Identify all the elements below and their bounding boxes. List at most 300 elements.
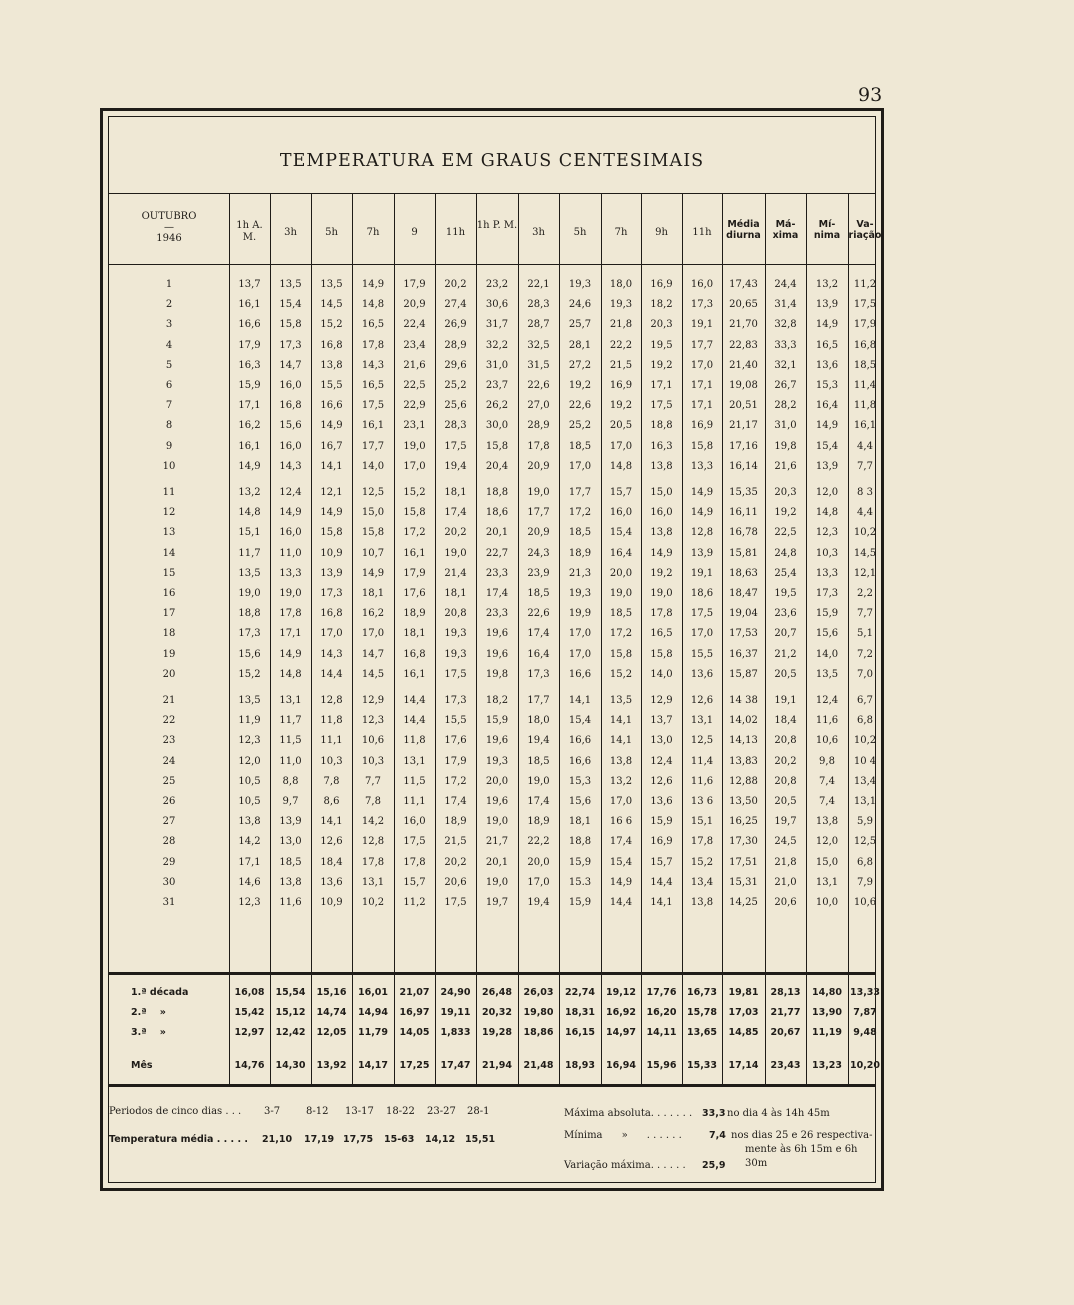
cell-29-11: 15,2 [690,856,714,868]
cell-28-9: 17,4 [609,836,633,848]
period-1: 8-12 [306,1106,329,1117]
cell-29-9: 15,4 [609,856,633,868]
cell-3-4: 22,4 [403,319,426,331]
cell-12-1: 14,9 [279,507,302,519]
summary-cell-2-12: 14,85 [728,1027,759,1038]
cell-6-9: 16,9 [609,380,633,391]
cell-29-1: 18,5 [279,856,302,868]
cell-11-10: 15,0 [650,487,673,498]
cell-16-5: 18,1 [444,588,467,599]
cell-6-3: 16,5 [361,380,385,391]
cell-30-6: 19,0 [485,876,509,888]
cell-3-1: 15,8 [279,319,302,331]
cell-23-3: 10,6 [361,735,385,747]
cell-26-7: 17,4 [527,796,550,807]
cell-6-0: 15,9 [238,380,261,391]
cell-19-12: 16,37 [729,648,758,660]
cell-12-10: 16,0 [650,507,673,519]
cell-1-8: 19,3 [568,279,592,290]
header-top-rule [109,193,875,194]
cell-7-6: 26,2 [485,400,509,412]
row-day-26: 26 [162,796,176,807]
summary-cell-3-6: 21,94 [481,1060,513,1071]
cell-16-13: 19,5 [774,588,797,599]
summary-top-rule [109,972,875,975]
cell-26-11: 13 6 [690,796,714,807]
cell-19-5: 19,3 [444,648,467,660]
cell-10-7: 20,9 [527,460,550,472]
cell-23-1: 11,5 [279,735,302,747]
cell-7-10: 17,5 [650,400,673,412]
header-col-13: Má- xima [772,219,799,241]
cell-6-15: 11,4 [853,380,877,391]
row-day-1: 1 [165,279,173,290]
min-value: 7,4 [709,1130,726,1141]
cell-21-9: 13,5 [609,695,633,706]
cell-9-4: 19,0 [403,440,426,452]
cell-2-12: 20,65 [729,299,758,311]
cell-10-14: 13,9 [815,460,839,472]
cell-28-12: 17,30 [729,836,758,848]
cell-11-6: 18,8 [485,487,509,498]
cell-28-5: 21,5 [444,836,467,848]
cell-14-6: 22,7 [485,547,509,559]
cell-11-15: 8 3 [857,487,873,498]
cell-21-7: 17,7 [527,695,550,706]
header-col-8: 5h [573,227,587,238]
cell-30-2: 13,6 [320,876,343,888]
cell-10-9: 14,8 [609,460,633,472]
cell-19-4: 16,8 [403,648,426,660]
summary-cell-0-11: 16,73 [686,987,718,998]
mean-label: Temperatura média . . . . . [109,1134,248,1145]
cell-10-10: 13,8 [650,460,673,472]
header-col-14: Mí- nima [813,219,841,241]
cell-23-11: 12,5 [690,735,714,747]
cell-23-14: 10,6 [815,735,839,747]
cell-24-12: 13,83 [729,755,758,767]
cell-5-14: 13,6 [815,359,839,371]
cell-17-4: 18,9 [403,608,426,620]
cell-12-14: 14,8 [815,507,839,519]
cell-4-7: 32,5 [527,339,550,351]
cell-19-1: 14,9 [279,648,302,660]
cell-17-14: 15,9 [815,608,839,620]
cell-22-0: 11,9 [238,715,261,727]
summary-cell-3-8: 18,93 [564,1060,596,1071]
cell-21-8: 14,1 [568,695,592,706]
cell-17-2: 16,8 [320,608,343,620]
cell-1-6: 23,2 [485,279,509,290]
summary-cell-2-15: 9,48 [853,1027,877,1038]
cell-21-11: 12,6 [690,695,714,706]
cell-12-6: 18,6 [485,507,509,519]
cell-8-15: 16,1 [853,420,877,432]
cell-28-0: 14,2 [238,836,261,848]
header-bottom-rule [109,264,875,265]
cell-18-6: 19,6 [485,628,509,640]
cell-15-15: 12,1 [853,567,877,579]
cell-27-9: 16 6 [609,816,633,828]
cell-9-9: 17,0 [609,440,633,452]
cell-5-12: 21,40 [729,359,758,371]
cell-8-7: 28,9 [527,420,550,432]
cell-23-5: 17,6 [444,735,467,747]
cell-16-10: 19,0 [650,588,673,599]
cell-27-5: 18,9 [444,816,467,828]
summary-cell-3-1: 14,30 [275,1060,306,1071]
row-day-17: 17 [162,608,176,620]
cell-19-9: 15,8 [609,648,633,660]
cell-14-15: 14,5 [853,547,877,559]
cell-4-8: 28,1 [568,339,592,351]
summary-cell-3-3: 14,17 [357,1060,389,1071]
cell-20-12: 15,87 [729,668,758,680]
cell-23-15: 10,2 [853,735,877,747]
cell-22-4: 14,4 [403,715,426,727]
summary-cell-2-4: 14,05 [399,1027,430,1038]
summary-cell-3-14: 13,23 [811,1060,843,1071]
header-col-2: 5h [325,227,338,238]
cell-13-6: 20,1 [485,527,509,539]
cell-26-4: 11,1 [403,796,426,807]
summary-cell-2-6: 19,28 [481,1027,513,1038]
summary-cell-1-10: 16,20 [646,1007,677,1018]
cell-14-5: 19,0 [444,547,467,559]
summary-cell-0-1: 15,54 [275,987,306,998]
cell-21-14: 12,4 [815,695,839,706]
cell-1-1: 13,5 [279,279,302,290]
cell-8-12: 21,17 [729,420,758,432]
cell-3-5: 26,9 [444,319,467,331]
cell-10-15: 7,7 [857,460,873,472]
cell-4-14: 16,5 [815,339,839,351]
cell-25-8: 15,3 [568,775,592,787]
cell-5-4: 21,6 [403,359,426,371]
cell-12-11: 14,9 [690,507,714,519]
cell-17-13: 23,6 [774,608,797,620]
cell-24-9: 13,8 [609,755,633,767]
cell-26-13: 20,5 [774,796,797,807]
max-abs-text: no dia 4 às 14h 45m [727,1108,830,1119]
cell-7-7: 27,0 [527,400,550,412]
cell-17-5: 20,8 [444,608,467,620]
row-day-28: 28 [162,836,176,848]
min-text2: mente às 6h 15m e 6h 30m [745,1144,858,1169]
header-col-9: 7h [614,227,628,238]
cell-25-2: 7,8 [323,775,340,787]
cell-29-7: 20,0 [527,856,550,868]
header-col-3: 7h [366,227,380,238]
cell-10-11: 13,3 [690,460,714,472]
cell-8-10: 18,8 [650,420,673,432]
summary-cell-3-12: 17,14 [728,1060,759,1071]
cell-10-8: 17,0 [568,460,592,472]
cell-23-13: 20,8 [774,735,797,747]
summary-cell-3-5: 17,47 [440,1060,471,1071]
max-abs-value: 33,3 [702,1108,726,1119]
header-col-5: 11h [445,227,466,238]
cell-28-2: 12,6 [320,836,343,848]
cell-13-3: 15,8 [361,527,385,539]
cell-19-7: 16,4 [527,648,550,660]
cell-15-4: 17,9 [403,567,426,579]
cell-8-6: 30,0 [485,420,509,432]
cell-4-9: 22,2 [609,339,633,351]
cell-2-3: 14,8 [361,299,385,311]
cell-6-8: 19,2 [568,380,592,391]
cell-4-2: 16,8 [320,339,343,351]
cell-30-3: 13,1 [361,876,385,888]
cell-15-11: 19,1 [690,567,714,579]
var-value: 25,9 [702,1160,726,1171]
cell-31-5: 17,5 [444,897,467,908]
cell-23-12: 14,13 [729,735,758,747]
cell-4-6: 32,2 [485,339,509,351]
cell-27-12: 16,25 [729,816,758,828]
cell-28-10: 16,9 [650,836,673,848]
cell-20-15: 7,0 [857,668,873,680]
summary-cell-0-10: 17,76 [646,987,677,998]
cell-30-4: 15,7 [403,876,426,888]
cell-16-4: 17,6 [403,588,426,599]
cell-18-5: 19,3 [444,628,467,640]
cell-20-0: 15,2 [238,668,261,680]
mean-5: 15,51 [465,1134,496,1145]
summary-cell-1-5: 19,11 [440,1007,471,1018]
cell-9-1: 16,0 [279,440,302,452]
cell-21-2: 12,8 [320,695,343,706]
summary-cell-2-14: 11,19 [811,1027,843,1038]
cell-10-13: 21,6 [774,460,797,472]
cell-10-12: 16,14 [729,460,758,472]
row-day-9: 9 [165,440,173,452]
cell-21-5: 17,3 [444,695,467,706]
cell-11-4: 15,2 [403,487,426,498]
cell-26-2: 8,6 [323,796,340,807]
cell-31-12: 14,25 [729,897,758,908]
cell-17-8: 19,9 [568,608,592,620]
row-day-7: 7 [165,400,173,412]
cell-6-2: 15,5 [320,380,343,391]
cell-27-11: 15,1 [690,816,714,828]
cell-9-3: 17,7 [361,440,385,452]
cell-24-8: 16,6 [568,755,592,767]
cell-15-10: 19,2 [650,567,673,579]
summary-cell-1-9: 16,92 [605,1007,637,1018]
mean-1: 17,19 [304,1134,335,1145]
cell-23-7: 19,4 [527,735,550,747]
row-day-8: 8 [165,420,173,432]
cell-24-5: 17,9 [444,755,467,767]
cell-17-10: 17,8 [650,608,673,620]
cell-28-11: 17,8 [690,836,714,848]
cell-7-9: 19,2 [609,400,633,412]
row-day-29: 29 [162,856,176,868]
cell-27-8: 18,1 [568,816,592,828]
cell-1-9: 18,0 [609,279,633,290]
period-3: 18-22 [386,1106,415,1117]
cell-27-2: 14,1 [320,816,343,828]
cell-28-3: 12,8 [361,836,385,848]
cell-17-6: 23,3 [485,608,509,620]
cell-20-13: 20,5 [774,668,797,680]
summary-cell-0-4: 21,07 [399,987,430,998]
cell-16-8: 19,3 [568,588,592,599]
summary-cell-2-11: 13,65 [686,1027,718,1038]
cell-6-7: 22,6 [527,380,550,391]
cell-14-3: 10,7 [361,547,385,559]
cell-18-12: 17,53 [729,628,758,640]
cell-26-0: 10,5 [238,796,261,807]
min-text1: nos dias 25 e 26 respectiva- [731,1130,873,1141]
cell-27-3: 14,2 [361,816,385,828]
var-label: Variação máxima. . . . . . [564,1160,686,1171]
row-day-5: 5 [165,359,173,371]
cell-3-9: 21,8 [609,319,633,331]
cell-4-13: 33,3 [774,339,797,351]
cell-5-15: 18,5 [853,359,877,371]
cell-18-0: 17,3 [238,628,261,640]
cell-9-11: 15,8 [690,440,714,452]
cell-3-8: 25,7 [568,319,592,331]
cell-24-1: 11,0 [279,755,302,767]
header-col-11: 11h [692,227,712,238]
cell-15-1: 13,3 [279,567,302,579]
cell-24-10: 12,4 [650,755,673,767]
cell-24-7: 18,5 [527,755,550,767]
cell-12-5: 17,4 [444,507,467,519]
cell-27-15: 5,9 [857,816,873,828]
cell-30-12: 15,31 [729,876,758,888]
cell-18-15: 5,1 [857,628,873,640]
cell-13-2: 15,8 [320,527,343,539]
cell-12-7: 17,7 [527,507,550,519]
cell-8-2: 14,9 [320,420,343,432]
cell-3-2: 15,2 [320,319,343,331]
cell-25-13: 20,8 [774,775,797,787]
cell-2-0: 16,1 [238,299,261,311]
cell-15-3: 14,9 [361,567,385,579]
cell-9-7: 17,8 [527,440,550,452]
cell-29-14: 15,0 [815,856,839,868]
cell-15-13: 25,4 [774,567,797,579]
row-day-25: 25 [162,775,176,787]
cell-22-5: 15,5 [444,715,467,727]
cell-8-1: 15,6 [279,420,302,432]
cell-11-11: 14,9 [690,487,714,498]
cell-16-2: 17,3 [320,588,343,599]
summary-cell-3-4: 17,25 [399,1060,430,1071]
cell-9-14: 15,4 [815,440,839,452]
cell-18-9: 17,2 [609,628,633,640]
cell-25-11: 11,6 [690,775,714,787]
cell-20-9: 15,2 [609,668,633,680]
summary-cell-1-11: 15,78 [686,1007,718,1018]
table-frame [100,108,884,1191]
cell-4-1: 17,3 [279,339,302,351]
cell-13-13: 22,5 [774,527,797,539]
cell-24-4: 13,1 [403,755,426,767]
summary-cell-3-7: 21,48 [523,1060,554,1071]
cell-26-12: 13,50 [729,796,758,807]
cell-13-11: 12,8 [690,527,714,539]
cell-22-1: 11,7 [279,715,302,727]
row-day-14: 14 [162,547,176,559]
periods-label: Periodos de cinco dias . . . [109,1106,242,1117]
summary-cell-2-10: 14,11 [646,1027,677,1038]
cell-26-14: 7,4 [819,796,835,807]
cell-27-13: 19,7 [774,816,797,828]
cell-13-15: 10,2 [853,527,877,539]
summary-cell-1-13: 21,77 [770,1007,801,1018]
row-day-27: 27 [162,816,176,828]
cell-10-2: 14,1 [320,460,343,472]
cell-24-14: 9,8 [819,755,835,767]
cell-31-13: 20,6 [774,897,797,908]
cell-4-10: 19,5 [650,339,673,351]
cell-2-2: 14,5 [320,299,343,311]
cell-4-0: 17,9 [238,339,261,351]
cell-1-13: 24,4 [774,279,797,290]
cell-24-11: 11,4 [690,755,714,767]
cell-26-15: 13,1 [853,796,877,807]
cell-25-10: 12,6 [650,775,673,787]
cell-3-10: 20,3 [650,319,673,331]
cell-13-7: 20,9 [527,527,550,539]
cell-31-15: 10,6 [853,897,877,908]
cell-7-15: 11,8 [853,400,877,412]
cell-14-8: 18,9 [568,547,592,559]
cell-2-13: 31,4 [774,299,797,311]
cell-26-8: 15,6 [568,796,592,807]
row-day-30: 30 [162,876,176,888]
cell-1-12: 17,43 [729,279,758,290]
cell-5-7: 31,5 [527,359,550,371]
period-4: 23-27 [427,1106,456,1117]
summary-cell-3-13: 23,43 [770,1060,801,1071]
cell-13-4: 17,2 [403,527,426,539]
cell-15-2: 13,9 [320,567,343,579]
cell-10-6: 20,4 [485,460,509,472]
cell-25-15: 13,4 [853,775,877,787]
cell-5-1: 14,7 [279,359,302,371]
cell-22-15: 6,8 [857,715,873,727]
summary-cell-2-7: 18,86 [523,1027,554,1038]
cell-26-3: 7,8 [365,796,381,807]
cell-18-7: 17,4 [527,628,550,640]
cell-23-4: 11,8 [403,735,426,747]
cell-8-5: 28,3 [444,420,467,432]
cell-9-10: 16,3 [650,440,673,452]
summary-cell-0-3: 16,01 [357,987,389,998]
cell-6-5: 25,2 [444,380,467,391]
cell-16-6: 17,4 [485,588,509,599]
cell-31-0: 12,3 [238,897,261,908]
cell-19-8: 17,0 [568,648,592,660]
cell-1-7: 22,1 [527,279,550,290]
cell-19-10: 15,8 [650,648,673,660]
summary-label-0: 1.ª década [131,987,189,998]
cell-10-1: 14,3 [279,460,302,472]
cell-30-7: 17,0 [527,876,550,888]
cell-2-5: 27,4 [444,299,467,311]
summary-cell-0-13: 28,13 [770,987,801,998]
cell-12-3: 15,0 [361,507,385,519]
cell-24-3: 10,3 [361,755,385,767]
cell-24-13: 20,2 [774,755,797,767]
cell-24-15: 10 4 [853,755,877,767]
